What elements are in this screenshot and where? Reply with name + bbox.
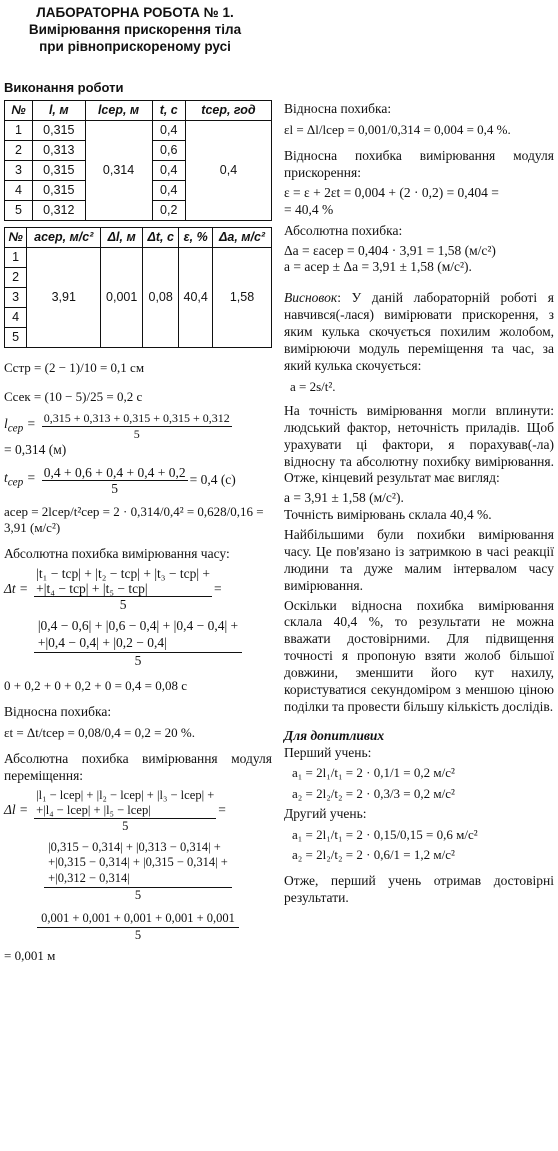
table-cell: 0,312	[33, 201, 86, 221]
table-cell: 0,6	[152, 141, 185, 161]
formula-a: a = 2s/t².	[290, 378, 336, 394]
da-formula: Δa = εaсер = 0,404 · 3,91 = 1,58 (м/с²)	[284, 242, 496, 258]
table-cell: 2	[5, 141, 33, 161]
abs-err-heading: Абсолютна похибка:	[284, 222, 403, 238]
table2-da: 1,58	[213, 248, 272, 348]
table2-dl: 0,001	[101, 248, 143, 348]
t-avg-denominator: 5	[111, 480, 119, 496]
table-cell: 5	[5, 201, 33, 221]
dt-substitution	[4, 618, 272, 670]
paragraph-1: На точність вимірювання могли вплинути: людський фактор, неточність приладів. Щоб урахувати ці фактори, я порахував(-ла) відносну та абсолютну похибку вимірювання. Отже, кінцевий результат має вигляд:	[284, 402, 554, 486]
page-title	[0, 4, 270, 55]
dl-sum-denominator: 5	[134, 927, 142, 942]
dl-sub-denominator: 5	[134, 887, 142, 902]
student-1-label: Перший учень:	[284, 744, 372, 760]
table-cell: 5	[5, 328, 27, 348]
measurement-table	[4, 100, 272, 221]
final-paragraph: Отже, перший учень отримав достовірні результати.	[284, 873, 554, 906]
table2-header-dl: Δl, м	[101, 228, 143, 248]
dl-sum	[4, 911, 272, 943]
dt-sub-line-1: |0,4 − 0,6| + |0,6 − 0,4| + |0,4 − 0,4| +	[37, 618, 239, 633]
title-line-2: Вимірювання прискорення тіла	[28, 22, 242, 37]
rel-err-heading-right: Відносна похибка:	[284, 101, 392, 116]
paragraph-3: Найбільшими були похибки вимірювання часу. Це пов'язано із затримкою в часі реакції людини та дуже малим інтервалом часу вимірювання.	[284, 527, 554, 593]
table1-header-no: №	[5, 101, 33, 121]
table2-header-no: №	[5, 228, 27, 248]
table2-aavg: 3,91	[27, 248, 101, 348]
a-avg-formula: aсер = 2lсер/t²сер = 2 · 0,314/0,4² = 0,628/0,16 = 3,91 (м/с²)	[4, 503, 264, 535]
dl-denominator: 5	[122, 818, 129, 833]
result-line: a = 3,91 ± 1,58 (м/с²).	[284, 490, 404, 506]
dt-denominator: 5	[119, 597, 127, 612]
table-cell: 0,315	[33, 181, 86, 201]
dl-num-line-1: |l₁ − lсер| + |l₂ − lсер| + |l₃ − lсер| +	[36, 787, 215, 802]
s1-a1-formula: a₁ = 2l₁/t₁ = 2 · 0,1/1 = 0,2 м/с²	[292, 765, 455, 781]
table-cell: 1	[5, 121, 33, 141]
table1-header-tavg: tсер, год	[185, 101, 271, 121]
table-cell: 0,4	[152, 161, 185, 181]
dl-formula: Δl = |l₁ − lсер| + |l₂ − lсер| + |l₃ − lсер| + +|l₄ − lсер| + |l₅ − lсер| 5 =	[4, 787, 226, 833]
table-cell: 0,313	[33, 141, 86, 161]
dt-sub-denominator: 5	[134, 652, 142, 668]
paragraph-4: Оскільки відносна похибка вимірювання склала 40,4 %, то результати не можна вважати достовірними. Для підвищення точності я пропоную взяти жолоб більшої довжини, зменшити його кут нахилу, користуватися секундоміром з меншою ціною поділки та провести більшу кількість дослідів.	[284, 597, 554, 714]
conclusion	[284, 290, 554, 374]
s1-a2-formula: a₂ = 2l₂/t₂ = 2 · 0,3/3 = 0,2 м/с²	[292, 785, 455, 801]
t-avg-numerator: 0,4 + 0,6 + 0,4 + 0,4 + 0,2	[43, 464, 186, 480]
t-avg-formula: $t_{сер}$ = $\frac{0,4 + 0,6 + 0,4 + 0,4 + 0,2}{5}$ = 0,4 (с)	[4, 464, 236, 496]
table2-dt: 0,08	[143, 248, 179, 348]
eps-t-formula: εt = Δt/tсер = 0,08/0,4 = 0,2 = 20 %.	[4, 724, 195, 740]
conclusion-text: : У даній лабораторній роботі я навчився(-лася) вимірювати прискорення, з яким кулька скочується похилим жолобом, вимірюючи модуль переміщення та час, за який кулька скочується:	[284, 290, 554, 373]
table2-header-dt: Δt, с	[143, 228, 179, 248]
table2-header-da: Δa, м/с²	[213, 228, 272, 248]
abs-err-t-heading: Абсолютна похибка вимірювання часу:	[4, 546, 230, 562]
table1-header-lavg: lсер, м	[85, 101, 152, 121]
l-avg-numerator: 0,315 + 0,313 + 0,315 + 0,315 + 0,312	[43, 410, 230, 425]
table-cell: 0,2	[152, 201, 185, 221]
s2-a1-formula: a₁ = 2l₁/t₁ = 2 · 0,15/0,15 = 0,6 м/с²	[292, 826, 478, 842]
table-cell: 4	[5, 181, 33, 201]
paragraph-2: Точність вимірювань склала 40,4 %.	[284, 507, 492, 523]
dt-formula: Δt = |t₁ − tср| + |t₂ − tср| + |t₃ − tср| + +|t₄ − tср| + |t₅ − tср| 5 =	[4, 566, 222, 612]
c-str-formula: Cстр = (2 − 1)/10 = 0,1 см	[4, 360, 145, 376]
eps-formula-cont: = 40,4 %	[284, 201, 334, 217]
dt-num-line-2: +|t₄ − tср| + |t₅ − tср|	[36, 581, 148, 596]
table-cell: 0,315	[33, 121, 86, 141]
dl-substitution	[4, 840, 272, 904]
table1-header-t: t, с	[152, 101, 185, 121]
dl-sub-line-3: +|0,312 − 0,314|	[48, 871, 130, 885]
table-cell: 3	[5, 161, 33, 181]
t-avg-result: = 0,4 (с)	[189, 471, 236, 487]
table1-header-l: l, м	[33, 101, 86, 121]
dl-num-line-2: +|l₄ − lсер| + |l₅ − lсер|	[36, 802, 151, 817]
table2-eps: 40,4	[179, 248, 213, 348]
dt-result: 0 + 0,2 + 0 + 0,2 + 0 = 0,4 = 0,08 с	[4, 677, 188, 693]
dl-sub-line-1: |0,315 − 0,314| + |0,313 − 0,314| +	[48, 839, 221, 854]
eps-formula: ε = ε + 2εt = 0,004 + (2 · 0,2) = 0,404 =	[284, 184, 499, 200]
rel-err-a-heading: Відносна похибка вимірювання модуля прискорення:	[284, 148, 554, 180]
student-2-label: Другий учень:	[284, 805, 367, 821]
results-table	[4, 227, 272, 348]
dl-sub-line-2: +|0,315 − 0,314| + |0,315 − 0,314| +	[48, 855, 228, 870]
table-cell: 3	[5, 288, 27, 308]
abs-err-l-heading: Абсолютна похибка вимірювання модуля переміщення:	[4, 751, 272, 783]
table1-l-avg: 0,314	[85, 121, 152, 221]
table2-header-eps: ε, %	[179, 228, 213, 248]
c-sek-formula: Cсек = (10 − 5)/25 = 0,2 с	[4, 388, 143, 404]
l-avg-result: = 0,314 (м)	[4, 441, 67, 457]
dl-sum-numerator: 0,001 + 0,001 + 0,001 + 0,001 + 0,001	[37, 911, 239, 928]
title-line-1: ЛАБОРАТОРНА РОБОТА № 1.	[36, 5, 234, 20]
table-cell: 0,4	[152, 121, 185, 141]
table2-header-aavg: aсер, м/с²	[27, 228, 101, 248]
table-cell: 4	[5, 308, 27, 328]
left-column	[4, 80, 272, 968]
l-avg-denominator: 5	[133, 426, 140, 441]
section-heading: Виконання роботи	[4, 80, 124, 95]
conclusion-label: Висновок	[284, 290, 338, 306]
rel-err-heading-left: Відносна похибка:	[4, 703, 112, 719]
table-cell: 1	[5, 248, 27, 268]
dt-num-line-1: |t₁ − tср| + |t₂ − tср| + |t₃ − tср| +	[36, 566, 211, 581]
title-line-3: при рівноприскореному русі	[39, 39, 231, 54]
table1-t-avg: 0,4	[185, 121, 271, 221]
table-cell: 2	[5, 268, 27, 288]
s2-a2-formula: a₂ = 2l₂/t₂ = 2 · 0,6/1 = 1,2 м/с²	[292, 847, 455, 862]
table-cell: 0,4	[152, 181, 185, 201]
table-cell: 0,315	[33, 161, 86, 181]
eps-l-formula: εl = Δl/lсер = 0,001/0,314 = 0,004 = 0,4 %.	[284, 121, 511, 137]
right-column	[284, 98, 554, 910]
dl-result: = 0,001 м	[4, 947, 56, 963]
dt-sub-line-2: +|0,4 − 0,4| + |0,2 − 0,4|	[37, 634, 167, 650]
a-formula: a = aсер ± Δa = 3,91 ± 1,58 (м/с²).	[284, 259, 472, 275]
l-avg-formula: $l_{сер}$ = $\frac{0,315 + 0,313 + 0,315 + 0,315 + 0,312}{5}$ = 0,314 (м)	[4, 411, 272, 459]
curious-heading: Для допитливих	[284, 727, 385, 743]
